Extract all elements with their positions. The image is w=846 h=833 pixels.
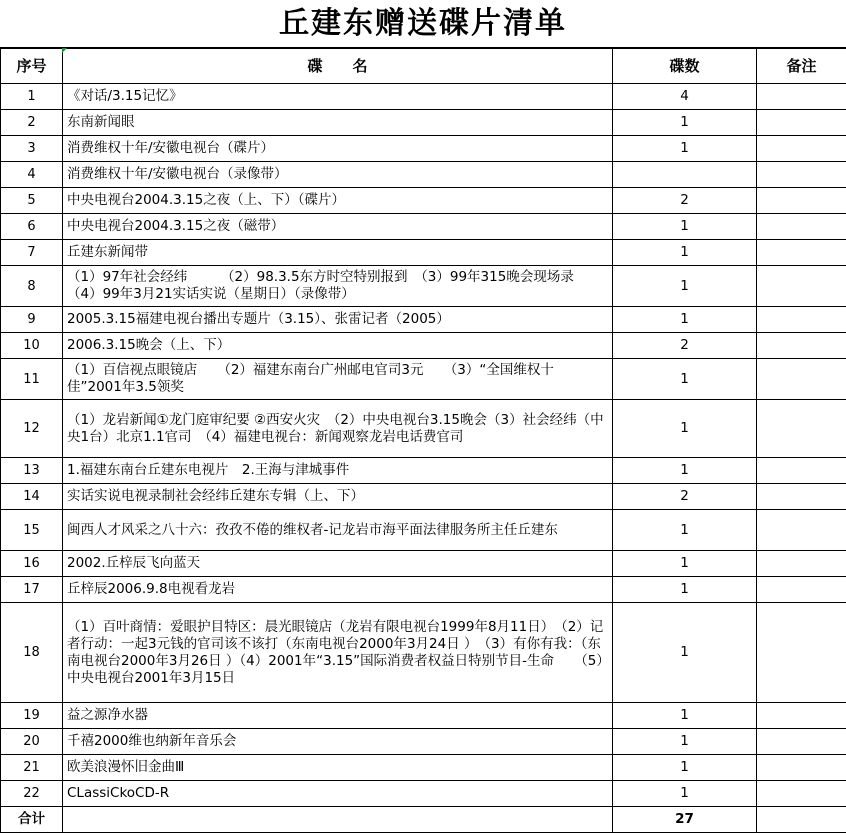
row-count-cell[interactable]: 1 <box>613 510 757 551</box>
row-note-cell[interactable] <box>757 240 846 266</box>
row-seq-cell[interactable]: 20 <box>1 729 63 755</box>
row-name-cell[interactable]: 闽西人才风采之八十六：孜孜不倦的维权者-记龙岩市海平面法律服务所主任丘建东 <box>63 510 613 551</box>
row-seq-cell[interactable]: 6 <box>1 214 63 240</box>
row-count-cell[interactable]: 1 <box>613 400 757 458</box>
row-note-cell[interactable] <box>757 603 846 703</box>
row-name-cell[interactable]: 丘建东新闻带 <box>63 240 613 266</box>
row-name-cell[interactable]: （1）百信视点眼镜店 （2）福建东南台广州邮电官司3元 （3）“全国维权十佳”2001年3.5领奖 <box>63 359 613 400</box>
table-row <box>1 510 846 551</box>
table-row <box>1 577 846 603</box>
row-count-cell[interactable]: 1 <box>613 136 757 162</box>
row-name-cell[interactable]: （1）龙岩新闻①龙门庭审纪要 ②西安火灾 （2）中央电视台3.15晚会（3）社会经纬（中央1台）北京1.1官司 （4）福建电视台：新闻观察龙岩电话费官司 <box>63 400 613 458</box>
row-name-cell[interactable]: 《对话/3.15记忆》 <box>63 84 613 110</box>
total-name-cell[interactable] <box>63 807 613 833</box>
row-name-cell[interactable]: 丘梓辰2006.9.8电视看龙岩 <box>63 577 613 603</box>
row-count-cell[interactable]: 1 <box>613 240 757 266</box>
table-row <box>1 188 846 214</box>
disc-table <box>0 48 846 833</box>
row-name-cell[interactable]: 千禧2000维也纳新年音乐会 <box>63 729 613 755</box>
row-count-cell[interactable]: 1 <box>613 729 757 755</box>
header-seq[interactable]: 序号 <box>1 49 63 84</box>
row-name-cell[interactable]: 2002.丘梓辰飞向蓝天 <box>63 551 613 577</box>
row-seq-cell[interactable]: 9 <box>1 307 63 333</box>
row-note-cell[interactable] <box>757 307 846 333</box>
row-name-cell[interactable]: 实话实说电视录制社会经纬丘建东专辑（上、下） <box>63 484 613 510</box>
row-count-cell[interactable]: 1 <box>613 458 757 484</box>
row-seq-cell[interactable]: 10 <box>1 333 63 359</box>
row-count-cell[interactable]: 1 <box>613 703 757 729</box>
row-count-cell[interactable]: 2 <box>613 484 757 510</box>
row-note-cell[interactable] <box>757 400 846 458</box>
row-name-cell[interactable]: CLassiCkoCD-R <box>63 781 613 807</box>
table-row <box>1 781 846 807</box>
row-name-cell[interactable]: 1.福建东南台丘建东电视片 2.王海与津城事件 <box>63 458 613 484</box>
table-row <box>1 307 846 333</box>
row-seq-cell[interactable]: 22 <box>1 781 63 807</box>
row-seq-cell[interactable]: 7 <box>1 240 63 266</box>
row-name-cell[interactable]: 中央电视台2004.3.15之夜（上、下）（碟片） <box>63 188 613 214</box>
row-count-cell[interactable]: 1 <box>613 110 757 136</box>
header-count[interactable]: 碟数 <box>613 49 757 84</box>
cell-comment-marker <box>62 48 67 53</box>
table-row <box>1 214 846 240</box>
row-seq-cell[interactable]: 16 <box>1 551 63 577</box>
row-name-cell[interactable]: 消费维权十年/安徽电视台（录像带） <box>63 162 613 188</box>
row-seq-cell[interactable]: 11 <box>1 359 63 400</box>
row-name-cell[interactable]: 2006.3.15晚会（上、下） <box>63 333 613 359</box>
row-count-cell[interactable]: 1 <box>613 755 757 781</box>
row-note-cell[interactable] <box>757 781 846 807</box>
table-row <box>1 551 846 577</box>
total-label[interactable]: 合计 <box>1 807 63 833</box>
row-name-cell[interactable]: 东南新闻眼 <box>63 110 613 136</box>
header-row <box>1 49 846 84</box>
row-seq-cell[interactable]: 13 <box>1 458 63 484</box>
row-count-cell[interactable] <box>613 162 757 188</box>
table-row <box>1 136 846 162</box>
row-seq-cell[interactable]: 18 <box>1 603 63 703</box>
row-seq-cell[interactable]: 21 <box>1 755 63 781</box>
row-note-cell[interactable] <box>757 188 846 214</box>
row-count-cell[interactable]: 2 <box>613 333 757 359</box>
row-note-cell[interactable] <box>757 510 846 551</box>
row-name-cell[interactable]: （1）97年社会经纬 （2）98.3.5东方时空特别报到 （3）99年315晚会现场录 （4）99年3月21实话实说（星期日）（录像带） <box>63 266 613 307</box>
table-row <box>1 729 846 755</box>
header-name[interactable]: 碟 名 <box>63 49 613 84</box>
row-seq-cell[interactable]: 4 <box>1 162 63 188</box>
row-note-cell[interactable] <box>757 84 846 110</box>
row-seq-cell[interactable]: 17 <box>1 577 63 603</box>
table-row <box>1 458 846 484</box>
table-row <box>1 110 846 136</box>
row-note-cell[interactable] <box>757 214 846 240</box>
row-count-cell[interactable]: 1 <box>613 214 757 240</box>
row-name-cell[interactable]: （1）百叶商情：爱眼护目特区：晨光眼镜店（龙岩有限电视台1999年8月11日） （2）记者行动：一起3元钱的官司该不该打（东南电视台2000年3月24日 ） （3）有你有我：（东南电视台2000年3月26日 ）（4）2001年“3.15”国际消费者权益日特别节目-生命 （5）中央电视台2001年3月15日 <box>63 603 613 703</box>
row-count-cell[interactable]: 1 <box>613 603 757 703</box>
table-row <box>1 162 846 188</box>
row-seq-cell[interactable]: 15 <box>1 510 63 551</box>
row-name-cell[interactable]: 益之源净水器 <box>63 703 613 729</box>
row-seq-cell[interactable]: 1 <box>1 84 63 110</box>
row-note-cell[interactable] <box>757 729 846 755</box>
row-note-cell[interactable] <box>757 703 846 729</box>
row-seq-cell[interactable]: 19 <box>1 703 63 729</box>
table-row <box>1 484 846 510</box>
row-seq-cell[interactable]: 2 <box>1 110 63 136</box>
row-note-cell[interactable] <box>757 266 846 307</box>
total-row <box>1 807 846 833</box>
row-count-cell[interactable]: 1 <box>613 551 757 577</box>
row-seq-cell[interactable]: 12 <box>1 400 63 458</box>
table-row <box>1 266 846 307</box>
row-note-cell[interactable] <box>757 577 846 603</box>
table-row <box>1 703 846 729</box>
row-note-cell[interactable] <box>757 458 846 484</box>
row-name-cell[interactable]: 中央电视台2004.3.15之夜（磁带） <box>63 214 613 240</box>
row-count-cell[interactable]: 1 <box>613 307 757 333</box>
table-row <box>1 755 846 781</box>
row-note-cell[interactable] <box>757 110 846 136</box>
row-seq-cell[interactable]: 8 <box>1 266 63 307</box>
row-count-cell[interactable]: 1 <box>613 781 757 807</box>
row-seq-cell[interactable]: 14 <box>1 484 63 510</box>
row-count-cell[interactable]: 2 <box>613 188 757 214</box>
table-row <box>1 333 846 359</box>
table-row <box>1 400 846 458</box>
row-count-cell[interactable]: 1 <box>613 266 757 307</box>
row-note-cell[interactable] <box>757 484 846 510</box>
row-count-cell[interactable]: 1 <box>613 359 757 400</box>
total-count[interactable]: 27 <box>613 807 757 833</box>
table-row <box>1 84 846 110</box>
row-note-cell[interactable] <box>757 136 846 162</box>
row-name-cell[interactable]: 欧美浪漫怀旧金曲Ⅲ <box>63 755 613 781</box>
row-note-cell[interactable] <box>757 551 846 577</box>
total-note-cell[interactable] <box>757 807 846 833</box>
row-count-cell[interactable]: 1 <box>613 577 757 603</box>
sheet-title: 丘建东赠送碟片清单 <box>0 0 846 48</box>
row-note-cell[interactable] <box>757 333 846 359</box>
row-count-cell[interactable]: 4 <box>613 84 757 110</box>
table-row <box>1 359 846 400</box>
table-row <box>1 603 846 703</box>
row-name-cell[interactable]: 消费维权十年/安徽电视台（碟片） <box>63 136 613 162</box>
row-name-cell[interactable]: 2005.3.15福建电视台播出专题片（3.15）、张雷记者（2005） <box>63 307 613 333</box>
row-note-cell[interactable] <box>757 755 846 781</box>
row-note-cell[interactable] <box>757 359 846 400</box>
header-note[interactable]: 备注 <box>757 49 846 84</box>
row-note-cell[interactable] <box>757 162 846 188</box>
row-seq-cell[interactable]: 5 <box>1 188 63 214</box>
table-row <box>1 240 846 266</box>
row-seq-cell[interactable]: 3 <box>1 136 63 162</box>
